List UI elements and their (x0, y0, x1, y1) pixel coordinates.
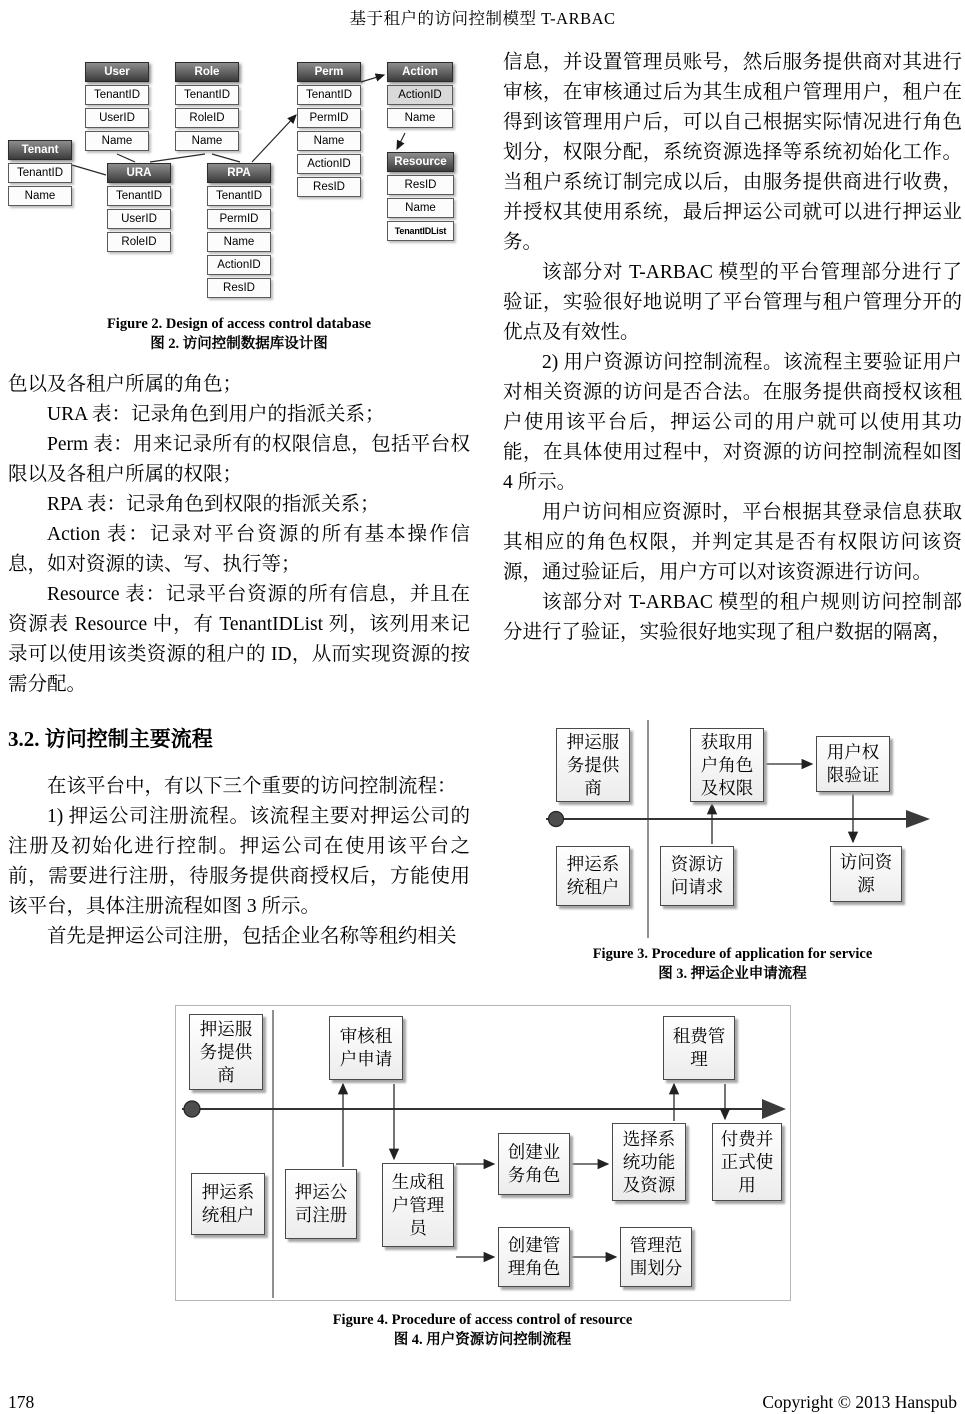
timeline-end-arrow (762, 1099, 786, 1119)
flow-node-pay-and-official-use: 付费并正式使用 (712, 1123, 782, 1201)
paragraph: 用户访问相应资源时，平台根据其登录信息获取其相应的角色权限，并判定其是否有权限访问该资源，通过验证后，用户方可以对该资源进行访问。 (503, 502, 962, 583)
er-field: Name (387, 108, 453, 128)
timeline-start-circle (184, 1101, 200, 1117)
er-field: ResID (297, 177, 361, 197)
er-table-user (85, 62, 149, 154)
er-field: UserID (107, 209, 171, 229)
paragraph: 2) 用户资源访问控制流程。该流程主要验证用户对相关资源的访问是否合法。在服务提供商授权该租户使用该平台后，押运公司的用户就可以使用其功能，在具体使用过程中，对资源的访问控制流程如图 4 所示。 (503, 352, 962, 493)
er-field: ActionID (297, 154, 361, 174)
flow-node-resource-access-request: 资源访问请求 (660, 846, 734, 906)
er-table-resource (387, 152, 454, 244)
figure4-caption-en: Figure 4. Procedure of access control of resource (332, 1312, 633, 1328)
er-table-header: Role (175, 62, 239, 82)
paragraph: URA 表：记录角色到用户的指派关系； (47, 404, 385, 425)
er-table-header: Action (387, 62, 453, 82)
er-field: TenantID (85, 85, 149, 105)
right-column (503, 48, 962, 648)
flow-node-rent-fee-management: 租费管理 (663, 1016, 735, 1080)
paragraph: 该部分对 T-ARBAC 模型的平台管理部分进行了验证，实验很好地说明了平台管理与租户管理分开的优点及有效性。 (503, 262, 962, 343)
er-field: TenantID (297, 85, 361, 105)
flow-node-get-user-role-permission: 获取用户角色及权限 (690, 728, 764, 802)
flow-node-escort-company-register: 押运公司注册 (285, 1169, 357, 1239)
flow-node-user-permission-verify: 用户权限验证 (816, 736, 890, 792)
er-table-ura (107, 163, 171, 255)
paragraph: 在该平台中，有以下三个重要的访问控制流程： (47, 776, 457, 797)
er-field: UserID (85, 108, 149, 128)
er-table-action (387, 62, 453, 131)
er-field: PermID (297, 108, 361, 128)
er-table-tenant (8, 140, 72, 209)
er-field: PermID (207, 209, 271, 229)
flow-node-create-business-role: 创建业务角色 (498, 1133, 570, 1195)
flow-node-escort-system-tenant: 押运系统租户 (191, 1173, 265, 1235)
figure3-caption-en: Figure 3. Procedure of application for service (592, 946, 873, 962)
timeline-start-circle (549, 812, 564, 827)
er-field: TenantID (8, 163, 72, 183)
er-table-header: Tenant (8, 140, 72, 160)
page-number: 178 (8, 1392, 35, 1412)
paragraph: 该部分对 T-ARBAC 模型的租户规则访问控制部分进行了验证，实验很好地实现了租户数据的隔离， (503, 592, 962, 643)
paragraph: Resource 表：记录平台资源的所有信息，并且在资源表 Resource 中，有 TenantIDList 列，该列用来记录可以使用该类资源的租户的 ID，从而实现资源的按需分配。 (8, 584, 470, 695)
er-field: RoleID (107, 232, 171, 252)
figure2-caption-zh: 图 2. 访问控制数据库设计图 (150, 336, 328, 352)
figure2-diagram (0, 55, 475, 311)
er-field: RoleID (175, 108, 239, 128)
er-table-header: Resource (387, 152, 454, 172)
er-table-perm (297, 62, 361, 200)
er-table-role (175, 62, 239, 154)
flow-node-select-system-functions-resources: 选择系统功能及资源 (612, 1123, 686, 1201)
figure3-caption-zh: 图 3. 押运企业申请流程 (658, 966, 807, 982)
paragraph: Action 表：记录对平台资源的所有基本操作信息，如对资源的读、写、执行等； (8, 524, 470, 575)
paragraph: 色以及各租户所属的角色； (8, 374, 243, 395)
flow-node-escort-service-provider: 押运服务提供商 (189, 1014, 263, 1090)
flow-node-create-admin-role: 创建管理角色 (498, 1227, 570, 1287)
copyright-text: Copyright © 2013 Hanspub (762, 1392, 957, 1412)
er-table-header: URA (107, 163, 171, 183)
page-title: 基于租户的访问控制模型 T-ARBAC (349, 9, 616, 28)
left-column (8, 370, 470, 952)
flow-node-escort-system-tenant: 押运系统租户 (556, 846, 630, 906)
figure4-caption (0, 1310, 965, 1350)
er-field: Name (8, 186, 72, 206)
er-field: TenantID (175, 85, 239, 105)
er-field: ResID (387, 175, 454, 195)
paragraph: 1) 押运公司注册流程。该流程主要对押运公司的注册及初始化进行控制。押运公司在使用该平台之前，需要进行注册，待服务提供商授权后，方能使用该平台，具体注册流程如图 3 所示。 (8, 806, 470, 917)
figure3-caption (503, 944, 962, 984)
er-field: Name (175, 131, 239, 151)
page-footer (8, 1392, 957, 1413)
timeline-end-arrow (906, 810, 930, 828)
er-field: Name (297, 131, 361, 151)
paragraph: RPA 表：记录角色到权限的指派关系； (47, 494, 380, 515)
er-field: Name (207, 232, 271, 252)
er-field: TenantID (107, 186, 171, 206)
paragraph: Perm 表：用来记录所有的权限信息，包括平台权限以及各租户所属的权限； (8, 434, 470, 485)
figure2-caption-en: Figure 2. Design of access control database (106, 316, 372, 332)
flow-node-generate-tenant-admin: 生成租户管理员 (382, 1163, 454, 1247)
flow-node-access-resource: 访问资源 (830, 846, 902, 902)
figure2-caption (8, 314, 470, 354)
er-field: ResID (207, 278, 271, 298)
paragraph: 首先是押运公司注册，包括企业名称等租约相关 (47, 926, 457, 947)
figure4-diagram (175, 1005, 791, 1301)
er-field: TenantID (207, 186, 271, 206)
er-field: Name (85, 131, 149, 151)
flow-node-review-tenant-application: 审核租户申请 (329, 1016, 403, 1080)
figure4-caption-zh: 图 4. 用户资源访问控制流程 (393, 1332, 572, 1348)
er-field: ActionID (207, 255, 271, 275)
er-table-rpa (207, 163, 271, 301)
er-table-header: User (85, 62, 149, 82)
er-table-header: Perm (297, 62, 361, 82)
er-field: Name (387, 198, 454, 218)
er-field: TenantIDList (387, 221, 454, 241)
er-table-header: RPA (207, 163, 271, 183)
section-heading-3-2: 3.2. 访问控制主要流程 (8, 727, 213, 751)
flow-node-escort-service-provider: 押运服务提供商 (556, 728, 630, 802)
er-field: ActionID (387, 85, 453, 105)
figure3-diagram (540, 716, 935, 948)
paragraph: 信息，并设置管理员账号，然后服务提供商对其进行审核，在审核通过后为其生成租户管理用户，租户在得到该管理用户后，可以自己根据实际情况进行角色划分，权限分配，系统资源选择等系统初始化工作。当租户系统订制完成以后，由服务提供商进行收费，并授权其使用系统，最后押运公司就可以进行押运业务。 (503, 52, 962, 253)
flow-node-admin-scope-division: 管理范围划分 (620, 1227, 692, 1287)
